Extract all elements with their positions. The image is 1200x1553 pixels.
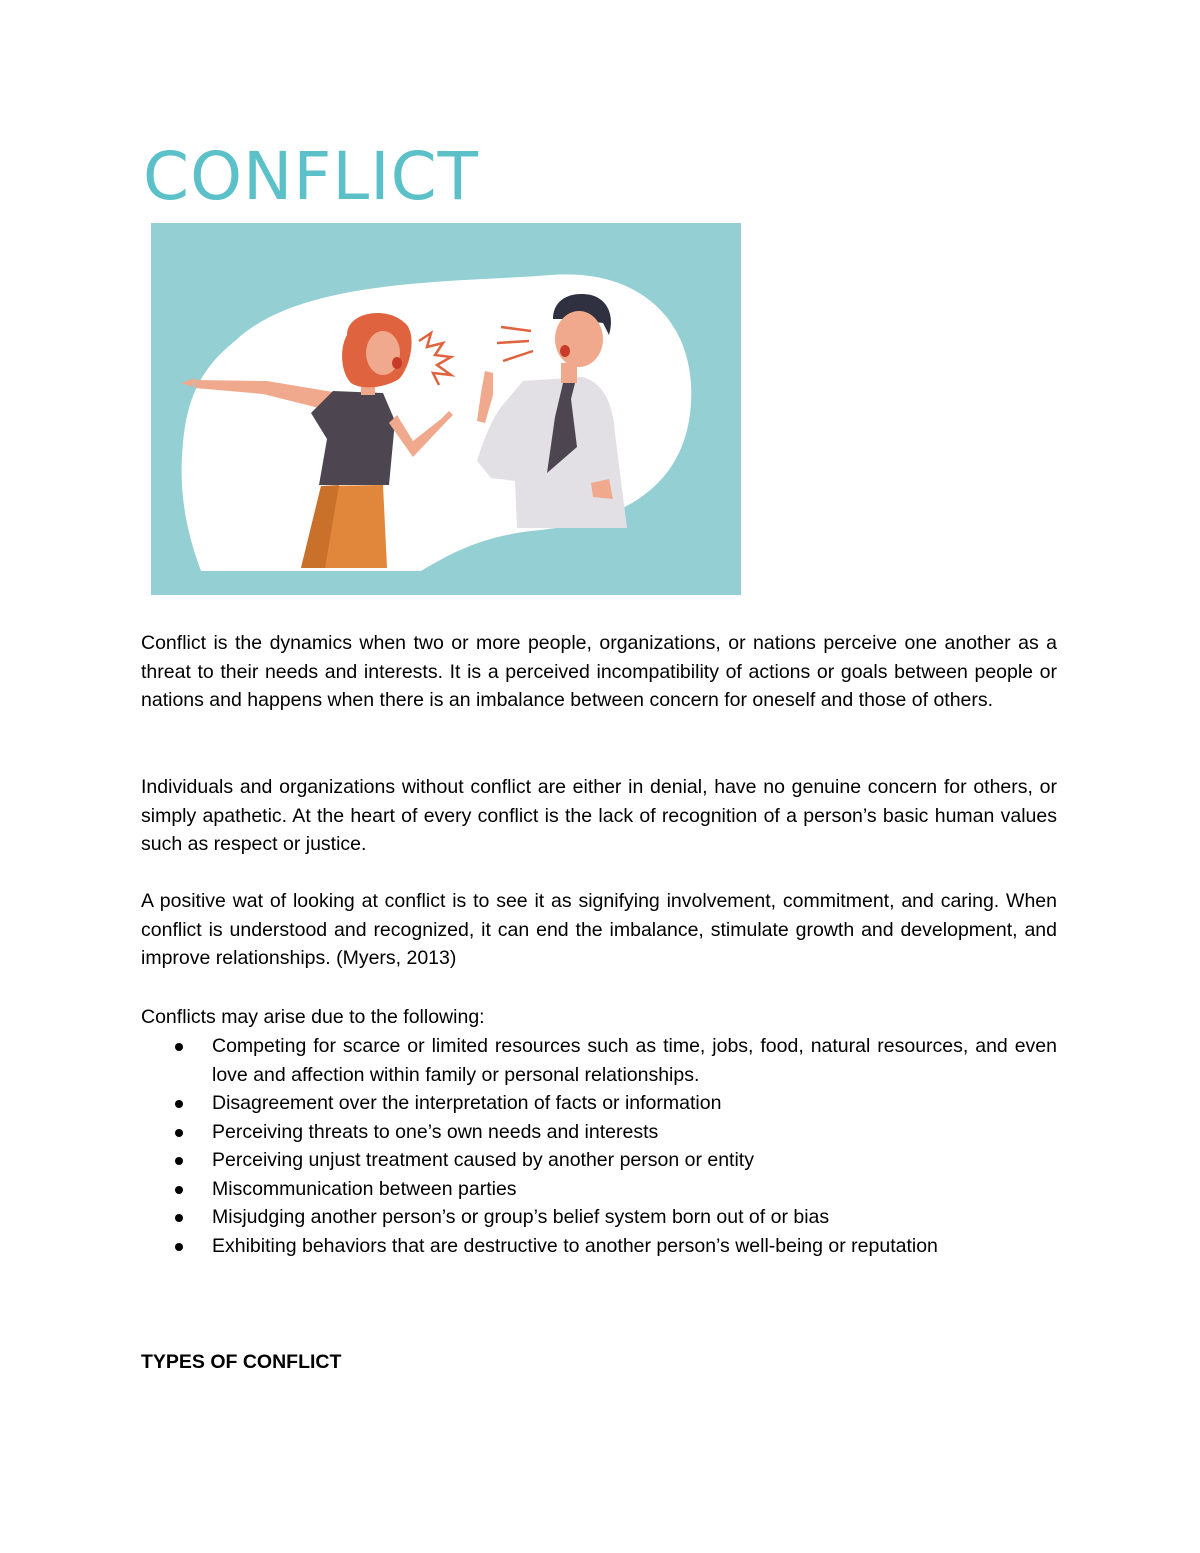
bullet-icon xyxy=(175,1043,183,1051)
list-item-text: Perceiving threats to one’s own needs and interests xyxy=(212,1120,659,1143)
list-item xyxy=(141,1175,1057,1204)
list-item-text: Perceiving unjust treatment caused by another person or entity xyxy=(212,1149,754,1171)
paragraph-definition: Conflict is the dynamics when two or more people, organizations, or nations perceive one another as a threat to their needs and interests. It is a perceived incompatibility of actions or goals between people or nations and happens when there is an imbalance between concern for oneself and those of others. xyxy=(141,632,1057,711)
document-title: CONFLICT xyxy=(143,138,480,215)
list-item xyxy=(141,1203,1057,1232)
man-mouth xyxy=(560,345,570,357)
list-item xyxy=(141,1118,1057,1147)
woman-mouth xyxy=(392,357,402,369)
bullet-icon xyxy=(175,1129,183,1137)
bullet-icon xyxy=(175,1100,183,1108)
list-item-text: Disagreement over the interpretation of facts or information xyxy=(212,1092,722,1114)
list-item-text: Competing for scarce or limited resources such as time, jobs, food, natural resources, and even love and affection within family or personal relationships. xyxy=(212,1035,1057,1086)
list-item-text: Misjudging another person’s or group’s belief system born out of or bias xyxy=(212,1206,830,1228)
paragraph-without-conflict: Individuals and organizations without conflict are either in denial, have no genuine concern for others, or simply apathetic. At the heart of every conflict is the lack of recognition of a person’s basic human values such as respect or justice. xyxy=(141,776,1057,855)
man-face xyxy=(555,311,603,367)
list-item xyxy=(141,1232,1057,1261)
list-item-text: Exhibiting behaviors that are destructive to another person’s well-being or reputation xyxy=(212,1234,938,1257)
bullet-icon xyxy=(175,1243,183,1251)
paragraph-positive-view: A positive wat of looking at conflict is to see it as signifying involvement, commitment, and caring. When conflict is understood and recognized, it can end the imbalance, stimulate growth and development, and improve relationships. (Myers, 2013) xyxy=(141,890,1057,969)
bullet-icon xyxy=(175,1186,183,1194)
list-item xyxy=(141,1089,1057,1118)
arguing-people-illustration xyxy=(151,223,741,595)
bullet-icon xyxy=(175,1214,183,1222)
list-item-text: Miscommunication between parties xyxy=(212,1177,517,1200)
paragraph-causes-intro: Conflicts may arise due to the following: xyxy=(141,1006,485,1028)
list-item xyxy=(141,1032,1057,1089)
causes-list xyxy=(141,1032,1057,1260)
bullet-icon xyxy=(175,1157,183,1165)
list-item xyxy=(141,1146,1057,1175)
section-heading-types: TYPES OF CONFLICT xyxy=(141,1351,342,1373)
